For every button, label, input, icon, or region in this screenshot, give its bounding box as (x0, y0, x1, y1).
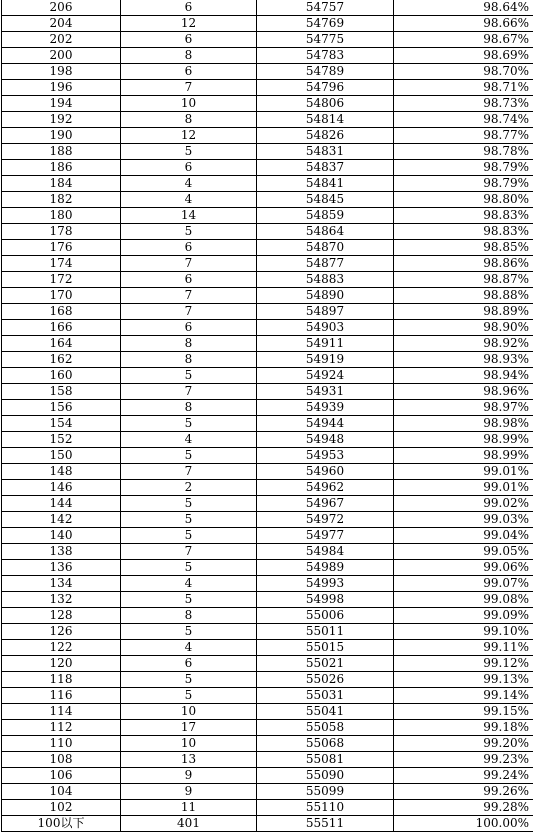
cumulative-percent-cell: 98.66% (394, 16, 533, 32)
table-row (2, 704, 533, 720)
count-cell: 6 (121, 272, 257, 288)
cumulative-count-cell: 54769 (257, 16, 394, 32)
count-cell: 6 (121, 656, 257, 672)
count-cell: 8 (121, 48, 257, 64)
cumulative-percent-cell: 98.70% (394, 64, 533, 80)
score-cell: 162 (2, 352, 121, 368)
cumulative-percent-cell: 99.09% (394, 608, 533, 624)
cumulative-count-cell: 54870 (257, 240, 394, 256)
cumulative-count-cell: 54948 (257, 432, 394, 448)
cumulative-percent-cell: 100.00% (394, 816, 533, 832)
cumulative-percent-cell: 98.79% (394, 176, 533, 192)
count-cell: 12 (121, 16, 257, 32)
cumulative-percent-cell: 99.14% (394, 688, 533, 704)
table-row (2, 224, 533, 240)
cumulative-percent-cell: 98.96% (394, 384, 533, 400)
table-row (2, 496, 533, 512)
cumulative-percent-cell: 98.80% (394, 192, 533, 208)
cumulative-percent-cell: 98.64% (394, 0, 533, 16)
cumulative-count-cell: 54911 (257, 336, 394, 352)
cumulative-count-cell: 55021 (257, 656, 394, 672)
table-row (2, 112, 533, 128)
cumulative-percent-cell: 99.08% (394, 592, 533, 608)
count-cell: 5 (121, 560, 257, 576)
score-cell: 126 (2, 624, 121, 640)
table-row (2, 208, 533, 224)
table-row (2, 480, 533, 496)
score-cell: 190 (2, 128, 121, 144)
cumulative-count-cell: 54931 (257, 384, 394, 400)
cumulative-percent-cell: 98.67% (394, 32, 533, 48)
table-row (2, 816, 533, 832)
cumulative-count-cell: 55090 (257, 768, 394, 784)
cumulative-percent-cell: 98.73% (394, 96, 533, 112)
table-row (2, 352, 533, 368)
cumulative-count-cell: 55011 (257, 624, 394, 640)
count-cell: 11 (121, 800, 257, 816)
count-cell: 4 (121, 640, 257, 656)
count-cell: 5 (121, 224, 257, 240)
table-row (2, 544, 533, 560)
cumulative-percent-cell: 98.90% (394, 320, 533, 336)
count-cell: 5 (121, 672, 257, 688)
table-row (2, 624, 533, 640)
cumulative-percent-cell: 99.04% (394, 528, 533, 544)
count-cell: 6 (121, 320, 257, 336)
cumulative-percent-cell: 99.26% (394, 784, 533, 800)
table-row (2, 688, 533, 704)
score-cell: 178 (2, 224, 121, 240)
cumulative-count-cell: 55026 (257, 672, 394, 688)
count-cell: 9 (121, 768, 257, 784)
score-cell: 166 (2, 320, 121, 336)
cumulative-count-cell: 54984 (257, 544, 394, 560)
score-cell: 146 (2, 480, 121, 496)
cumulative-count-cell: 54837 (257, 160, 394, 176)
table-row (2, 160, 533, 176)
count-cell: 6 (121, 32, 257, 48)
count-cell: 17 (121, 720, 257, 736)
count-cell: 5 (121, 592, 257, 608)
cumulative-percent-cell: 98.83% (394, 208, 533, 224)
table-row (2, 608, 533, 624)
count-cell: 8 (121, 608, 257, 624)
cumulative-count-cell: 54924 (257, 368, 394, 384)
cumulative-count-cell: 54883 (257, 272, 394, 288)
table-row (2, 672, 533, 688)
cumulative-percent-cell: 98.99% (394, 448, 533, 464)
cumulative-percent-cell: 99.10% (394, 624, 533, 640)
cumulative-percent-cell: 98.99% (394, 432, 533, 448)
score-cell: 202 (2, 32, 121, 48)
cumulative-count-cell: 55081 (257, 752, 394, 768)
score-cell: 122 (2, 640, 121, 656)
cumulative-count-cell: 54989 (257, 560, 394, 576)
count-cell: 5 (121, 688, 257, 704)
table-row (2, 512, 533, 528)
table-row (2, 464, 533, 480)
score-cell: 184 (2, 176, 121, 192)
table-row (2, 64, 533, 80)
cumulative-count-cell: 54845 (257, 192, 394, 208)
cumulative-count-cell: 54977 (257, 528, 394, 544)
count-cell: 7 (121, 384, 257, 400)
score-cell: 172 (2, 272, 121, 288)
cumulative-percent-cell: 99.12% (394, 656, 533, 672)
cumulative-count-cell: 54826 (257, 128, 394, 144)
count-cell: 8 (121, 400, 257, 416)
count-cell: 13 (121, 752, 257, 768)
table-row (2, 272, 533, 288)
score-cell: 148 (2, 464, 121, 480)
score-cell: 170 (2, 288, 121, 304)
cumulative-percent-cell: 99.05% (394, 544, 533, 560)
score-cell: 158 (2, 384, 121, 400)
score-cell: 144 (2, 496, 121, 512)
count-cell: 6 (121, 64, 257, 80)
cumulative-percent-cell: 98.74% (394, 112, 533, 128)
count-cell: 10 (121, 736, 257, 752)
table-row (2, 368, 533, 384)
count-cell: 7 (121, 304, 257, 320)
cumulative-count-cell: 54998 (257, 592, 394, 608)
table-row (2, 80, 533, 96)
table-row (2, 288, 533, 304)
count-cell: 5 (121, 496, 257, 512)
cumulative-percent-cell: 99.11% (394, 640, 533, 656)
score-cell: 198 (2, 64, 121, 80)
cumulative-count-cell: 55015 (257, 640, 394, 656)
table-row (2, 800, 533, 816)
cumulative-percent-cell: 98.77% (394, 128, 533, 144)
table-row (2, 144, 533, 160)
cumulative-percent-cell: 98.92% (394, 336, 533, 352)
count-cell: 5 (121, 448, 257, 464)
cumulative-count-cell: 54864 (257, 224, 394, 240)
score-cell: 156 (2, 400, 121, 416)
score-cell: 106 (2, 768, 121, 784)
count-cell: 2 (121, 480, 257, 496)
table-row (2, 768, 533, 784)
table-row (2, 96, 533, 112)
table-row (2, 384, 533, 400)
score-cell: 102 (2, 800, 121, 816)
cumulative-count-cell: 54939 (257, 400, 394, 416)
cumulative-percent-cell: 99.15% (394, 704, 533, 720)
count-cell: 7 (121, 80, 257, 96)
cumulative-percent-cell: 98.78% (394, 144, 533, 160)
score-cell: 134 (2, 576, 121, 592)
table-row (2, 176, 533, 192)
cumulative-percent-cell: 98.94% (394, 368, 533, 384)
score-cell: 152 (2, 432, 121, 448)
count-cell: 6 (121, 240, 257, 256)
cumulative-percent-cell: 99.24% (394, 768, 533, 784)
cumulative-percent-cell: 98.88% (394, 288, 533, 304)
count-cell: 7 (121, 256, 257, 272)
cumulative-percent-cell: 98.98% (394, 416, 533, 432)
score-cell: 186 (2, 160, 121, 176)
count-cell: 4 (121, 576, 257, 592)
count-cell: 12 (121, 128, 257, 144)
count-cell: 4 (121, 192, 257, 208)
cumulative-count-cell: 55511 (257, 816, 394, 832)
cumulative-count-cell: 54841 (257, 176, 394, 192)
count-cell: 8 (121, 112, 257, 128)
table-row (2, 720, 533, 736)
score-cell: 138 (2, 544, 121, 560)
cumulative-percent-cell: 98.89% (394, 304, 533, 320)
score-cell: 128 (2, 608, 121, 624)
count-cell: 14 (121, 208, 257, 224)
table-row (2, 400, 533, 416)
table-row (2, 656, 533, 672)
score-cell: 108 (2, 752, 121, 768)
score-cell: 182 (2, 192, 121, 208)
count-cell: 10 (121, 96, 257, 112)
cumulative-count-cell: 54972 (257, 512, 394, 528)
table-row (2, 192, 533, 208)
cumulative-count-cell: 55110 (257, 800, 394, 816)
score-cell: 110 (2, 736, 121, 752)
count-cell: 10 (121, 704, 257, 720)
cumulative-percent-cell: 99.18% (394, 720, 533, 736)
cumulative-percent-cell: 98.87% (394, 272, 533, 288)
cumulative-count-cell: 54859 (257, 208, 394, 224)
count-cell: 7 (121, 288, 257, 304)
cumulative-count-cell: 54814 (257, 112, 394, 128)
count-cell: 6 (121, 160, 257, 176)
table-row (2, 0, 533, 16)
cumulative-percent-cell: 99.07% (394, 576, 533, 592)
score-cell: 116 (2, 688, 121, 704)
count-cell: 4 (121, 432, 257, 448)
table-row (2, 128, 533, 144)
table-row (2, 432, 533, 448)
cumulative-percent-cell: 99.13% (394, 672, 533, 688)
cumulative-count-cell: 54993 (257, 576, 394, 592)
cumulative-percent-cell: 99.20% (394, 736, 533, 752)
table-row (2, 736, 533, 752)
score-cell: 100以下 (2, 816, 121, 832)
score-cell: 192 (2, 112, 121, 128)
score-cell: 140 (2, 528, 121, 544)
cumulative-percent-cell: 99.01% (394, 480, 533, 496)
score-cell: 168 (2, 304, 121, 320)
cumulative-count-cell: 54789 (257, 64, 394, 80)
count-cell: 6 (121, 0, 257, 16)
table-row (2, 640, 533, 656)
table-row (2, 784, 533, 800)
table-row (2, 320, 533, 336)
cumulative-count-cell: 55068 (257, 736, 394, 752)
cumulative-count-cell: 54944 (257, 416, 394, 432)
score-cell: 174 (2, 256, 121, 272)
cumulative-count-cell: 55041 (257, 704, 394, 720)
cumulative-count-cell: 55099 (257, 784, 394, 800)
score-cell: 118 (2, 672, 121, 688)
count-cell: 5 (121, 512, 257, 528)
count-cell: 7 (121, 544, 257, 560)
table-row (2, 256, 533, 272)
score-cell: 114 (2, 704, 121, 720)
score-cell: 200 (2, 48, 121, 64)
cumulative-percent-cell: 98.69% (394, 48, 533, 64)
table-body (2, 0, 533, 832)
cumulative-percent-cell: 99.23% (394, 752, 533, 768)
cumulative-percent-cell: 99.06% (394, 560, 533, 576)
count-cell: 5 (121, 144, 257, 160)
count-cell: 8 (121, 336, 257, 352)
table-row (2, 48, 533, 64)
count-cell: 5 (121, 528, 257, 544)
count-cell: 5 (121, 368, 257, 384)
cumulative-percent-cell: 98.97% (394, 400, 533, 416)
cumulative-count-cell: 55006 (257, 608, 394, 624)
cumulative-count-cell: 54953 (257, 448, 394, 464)
score-cell: 104 (2, 784, 121, 800)
cumulative-count-cell: 54919 (257, 352, 394, 368)
score-cell: 136 (2, 560, 121, 576)
cumulative-count-cell: 54897 (257, 304, 394, 320)
cumulative-count-cell: 55031 (257, 688, 394, 704)
table-row (2, 416, 533, 432)
score-cell: 188 (2, 144, 121, 160)
cumulative-percent-cell: 98.86% (394, 256, 533, 272)
table-row (2, 32, 533, 48)
score-cell: 176 (2, 240, 121, 256)
cumulative-percent-cell: 98.79% (394, 160, 533, 176)
cumulative-percent-cell: 98.85% (394, 240, 533, 256)
cumulative-count-cell: 54960 (257, 464, 394, 480)
cumulative-count-cell: 54783 (257, 48, 394, 64)
table-row (2, 576, 533, 592)
cumulative-count-cell: 54796 (257, 80, 394, 96)
table-row (2, 240, 533, 256)
cumulative-count-cell: 54890 (257, 288, 394, 304)
cumulative-count-cell: 55058 (257, 720, 394, 736)
table-row (2, 560, 533, 576)
table-row (2, 336, 533, 352)
table-row (2, 304, 533, 320)
table-row (2, 448, 533, 464)
cumulative-percent-cell: 99.03% (394, 512, 533, 528)
table-row (2, 528, 533, 544)
cumulative-percent-cell: 98.71% (394, 80, 533, 96)
cumulative-count-cell: 54775 (257, 32, 394, 48)
score-cell: 164 (2, 336, 121, 352)
score-cell: 142 (2, 512, 121, 528)
score-cell: 132 (2, 592, 121, 608)
count-cell: 8 (121, 352, 257, 368)
cumulative-percent-cell: 99.02% (394, 496, 533, 512)
count-cell: 9 (121, 784, 257, 800)
cumulative-percent-cell: 98.83% (394, 224, 533, 240)
score-cell: 194 (2, 96, 121, 112)
table-row (2, 16, 533, 32)
score-cell: 160 (2, 368, 121, 384)
table-row (2, 592, 533, 608)
cumulative-count-cell: 54877 (257, 256, 394, 272)
score-cell: 150 (2, 448, 121, 464)
score-cell: 154 (2, 416, 121, 432)
cumulative-count-cell: 54967 (257, 496, 394, 512)
count-cell: 7 (121, 464, 257, 480)
cumulative-count-cell: 54806 (257, 96, 394, 112)
score-cell: 206 (2, 0, 121, 16)
cumulative-count-cell: 54831 (257, 144, 394, 160)
score-cell: 120 (2, 656, 121, 672)
score-distribution-table (1, 0, 533, 832)
cumulative-percent-cell: 99.28% (394, 800, 533, 816)
cumulative-count-cell: 54903 (257, 320, 394, 336)
table-row (2, 752, 533, 768)
score-cell: 196 (2, 80, 121, 96)
cumulative-percent-cell: 98.93% (394, 352, 533, 368)
score-cell: 204 (2, 16, 121, 32)
score-cell: 180 (2, 208, 121, 224)
score-cell: 112 (2, 720, 121, 736)
count-cell: 5 (121, 624, 257, 640)
count-cell: 4 (121, 176, 257, 192)
cumulative-count-cell: 54757 (257, 0, 394, 16)
cumulative-percent-cell: 99.01% (394, 464, 533, 480)
cumulative-count-cell: 54962 (257, 480, 394, 496)
count-cell: 5 (121, 416, 257, 432)
count-cell: 401 (121, 816, 257, 832)
